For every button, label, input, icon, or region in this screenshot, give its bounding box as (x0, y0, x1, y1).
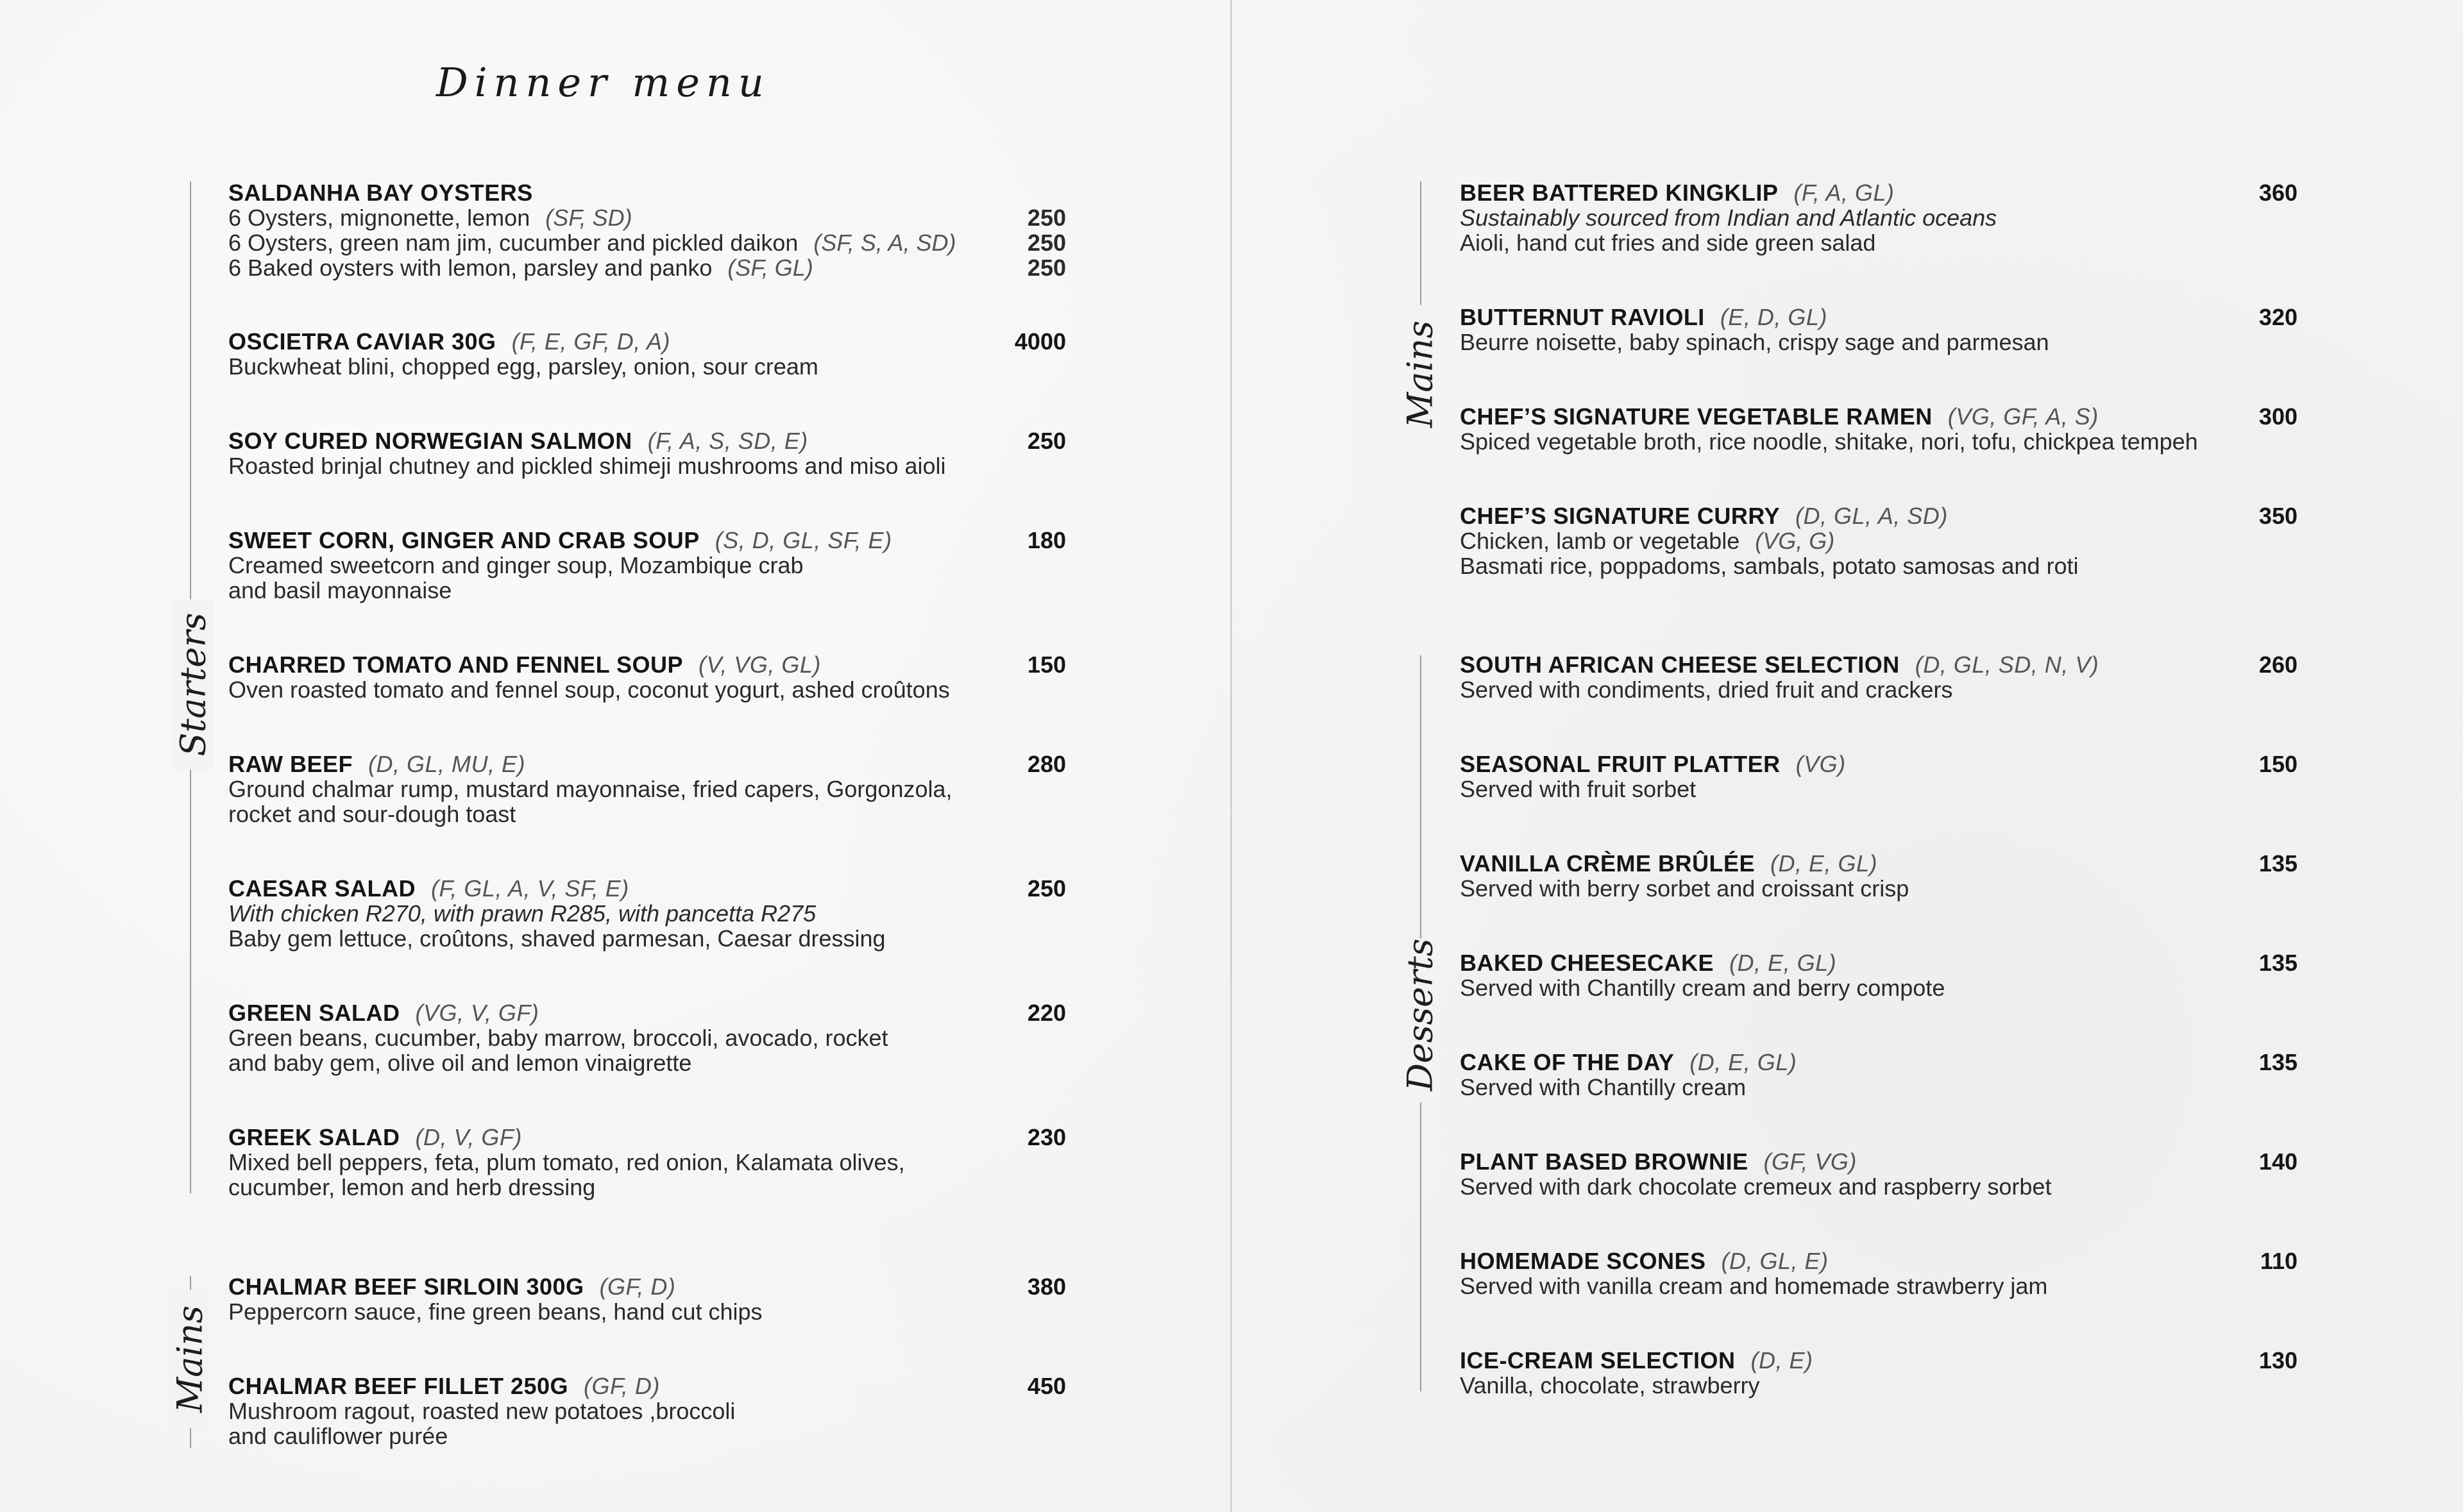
item-title: BUTTERNUT RAVIOLI (1460, 304, 1705, 330)
line-allergens: (VG, G) (1755, 528, 1835, 554)
description-text: cucumber, lemon and herb dressing (228, 1174, 596, 1200)
menu-item (228, 180, 1066, 280)
description-text: Oven roasted tomato and fennel soup, coconut yogurt, ashed croûtons (228, 676, 950, 703)
item-title: SEASONAL FRUIT PLATTER (1460, 751, 1781, 777)
item-description (228, 230, 1066, 255)
item-description (1460, 777, 2298, 802)
item-name (228, 1125, 1066, 1150)
item-allergens: (D, E, GL) (1729, 950, 1837, 976)
item-allergens: (VG, V, GF) (415, 1000, 539, 1026)
menu-item (1460, 305, 2298, 355)
item-title: SWEET CORN, GINGER AND CRAB SOUP (228, 527, 700, 553)
item-name (228, 1000, 1066, 1025)
description-text: Mushroom ragout, roasted new potatoes ,broccoli (228, 1398, 736, 1424)
item-description (1460, 230, 2298, 255)
item-title: CAESAR SALAD (228, 875, 416, 902)
menu-item (1460, 851, 2298, 901)
item-description (1460, 1273, 2298, 1298)
menu-item (1460, 752, 2298, 802)
description-text: 6 Oysters, green nam jim, cucumber and pickled daikon (228, 230, 799, 256)
item-description (228, 677, 1066, 702)
item-price: 110 (2260, 1248, 2298, 1274)
item-allergens: (S, D, GL, SF, E) (715, 527, 892, 553)
description-text: rocket and sour-dough toast (228, 801, 516, 827)
item-title: CHEF’S SIGNATURE VEGETABLE RAMEN (1460, 403, 1933, 430)
description-text: Vanilla, chocolate, strawberry (1460, 1372, 1760, 1399)
description-text: Served with Chantilly cream (1460, 1074, 1747, 1100)
description-text: Served with Chantilly cream and berry compote (1460, 975, 1945, 1001)
item-allergens: (F, GL, A, V, SF, E) (431, 875, 629, 902)
description-text: Creamed sweetcorn and ginger soup, Mozambique crab (228, 552, 804, 578)
item-name (228, 1274, 1066, 1299)
menu-item (228, 652, 1066, 702)
item-price: 350 (2258, 503, 2298, 529)
description-text: Spiced vegetable broth, rice noodle, shitake, nori, tofu, chickpea tempeh (1460, 428, 2198, 455)
item-title: CHALMAR BEEF SIRLOIN 300G (228, 1273, 584, 1300)
description-text: Peppercorn sauce, fine green beans, hand cut chips (228, 1298, 763, 1325)
menu-item (1460, 180, 2298, 255)
item-allergens: (F, E, GF, D, A) (511, 328, 670, 355)
item-description (1460, 553, 2298, 578)
mains-right-rule (1420, 181, 1421, 314)
item-description (228, 777, 1066, 802)
item-description (1460, 975, 2298, 1000)
item-description (228, 1050, 1066, 1075)
menu-item (228, 528, 1066, 603)
item-price: 250 (1027, 428, 1066, 454)
item-description (1460, 528, 2298, 553)
item-allergens: (D, E, GL) (1770, 850, 1878, 877)
line-allergens: (SF, SD) (545, 205, 632, 231)
item-title: GREEN SALAD (228, 1000, 400, 1026)
item-title: SALDANHA BAY OYSTERS (228, 180, 533, 206)
item-name (228, 528, 1066, 553)
description-text: Served with dark chocolate cremeux and raspberry sorbet (1460, 1173, 2052, 1200)
item-name (1460, 503, 2298, 528)
item-price: 320 (2258, 304, 2298, 330)
line-allergens: (SF, GL) (727, 255, 813, 281)
item-title: BEER BATTERED KINGKLIP (1460, 180, 1779, 206)
menu-item (1460, 1248, 2298, 1298)
description-text: Mixed bell peppers, feta, plum tomato, red onion, Kalamata olives, (228, 1149, 905, 1175)
menu-item (1460, 1149, 2298, 1199)
description-text: With chicken R270, with prawn R285, with pancetta R275 (228, 900, 817, 927)
item-allergens: (D, E) (1750, 1347, 1813, 1373)
item-description (1460, 1174, 2298, 1199)
item-title: SOY CURED NORWEGIAN SALMON (228, 428, 632, 454)
item-price: 280 (1027, 751, 1066, 777)
menu-item (228, 1274, 1066, 1324)
item-price: 150 (2258, 751, 2298, 777)
item-description (1460, 1075, 2298, 1100)
item-name (1460, 404, 2298, 429)
item-allergens: (GF, VG) (1763, 1148, 1857, 1175)
item-title: VANILLA CRÈME BRÛLÉE (1460, 850, 1755, 877)
item-allergens: (D, E, GL) (1689, 1049, 1797, 1075)
item-description (228, 1299, 1066, 1324)
description-text: 6 Baked oysters with lemon, parsley and panko (228, 255, 713, 281)
item-description (228, 578, 1066, 603)
item-price: 130 (2258, 1347, 2298, 1373)
item-title: RAW BEEF (228, 751, 353, 777)
description-text: Served with vanilla cream and homemade strawberry jam (1460, 1273, 2048, 1299)
menu-item (1460, 404, 2298, 454)
item-description (228, 926, 1066, 951)
item-name (228, 876, 1066, 901)
item-allergens: (VG, GF, A, S) (1947, 403, 2099, 430)
item-name (1460, 752, 2298, 777)
menu-item (228, 1125, 1066, 1200)
description-text: Ground chalmar rump, mustard mayonnaise, fried capers, Gorgonzola, (228, 776, 952, 802)
line-allergens: (SF, S, A, SD) (813, 230, 956, 256)
item-description (1460, 876, 2298, 901)
item-name (228, 428, 1066, 453)
page-fold-divider (1230, 0, 1232, 1512)
item-description (228, 1175, 1066, 1200)
item-name (228, 1373, 1066, 1399)
menu-item (228, 329, 1066, 379)
item-name (1460, 305, 2298, 330)
description-text: and cauliflower purée (228, 1423, 448, 1449)
option-price: 250 (1027, 255, 1066, 281)
item-price: 135 (2258, 850, 2298, 877)
item-description (228, 553, 1066, 578)
item-description (1460, 677, 2298, 702)
description-text: Served with fruit sorbet (1460, 776, 1697, 802)
item-allergens: (D, GL, E) (1721, 1248, 1829, 1274)
item-name (1460, 1348, 2298, 1373)
description-text: Buckwheat blini, chopped egg, parsley, onion, sour cream (228, 353, 818, 380)
item-price: 300 (2258, 403, 2298, 430)
description-text: Served with condiments, dried fruit and crackers (1460, 676, 1953, 703)
item-allergens: (GF, D) (599, 1273, 676, 1300)
item-allergens: (D, GL, A, SD) (1795, 503, 1948, 529)
item-title: ICE-CREAM SELECTION (1460, 1347, 1736, 1373)
description-text: Sustainably sourced from Indian and Atlantic oceans (1460, 205, 1997, 231)
item-name (1460, 1050, 2298, 1075)
desserts-label: Desserts (1400, 939, 1441, 1103)
item-price: 260 (2258, 651, 2298, 678)
item-title: PLANT BASED BROWNIE (1460, 1148, 1748, 1175)
item-description (228, 1150, 1066, 1175)
menu-item (228, 428, 1066, 478)
description-text: and baby gem, olive oil and lemon vinaigrette (228, 1050, 692, 1076)
item-description (228, 354, 1066, 379)
menu-item (228, 1373, 1066, 1449)
description-text: Served with berry sorbet and croissant crisp (1460, 875, 1909, 902)
menu-title: Dinner menu (436, 59, 770, 106)
mains-right-label: Mains (1400, 305, 1441, 444)
item-name (1460, 950, 2298, 975)
menu-item (228, 752, 1066, 827)
option-price: 250 (1027, 230, 1066, 256)
description-text: and basil mayonnaise (228, 577, 452, 603)
description-text: 6 Oysters, mignonette, lemon (228, 205, 530, 231)
item-allergens: (D, GL, SD, N, V) (1915, 651, 2099, 678)
item-price: 135 (2258, 950, 2298, 976)
item-title: CAKE OF THE DAY (1460, 1049, 1675, 1075)
item-description (228, 1424, 1066, 1449)
item-price: 150 (1027, 651, 1066, 678)
item-price: 380 (1027, 1273, 1066, 1300)
item-allergens: (E, D, GL) (1720, 304, 1827, 330)
item-allergens: (D, GL, MU, E) (368, 751, 526, 777)
item-description (1460, 330, 2298, 355)
description-text: Roasted brinjal chutney and pickled shimeji mushrooms and miso aioli (228, 453, 946, 479)
description-text: Beurre noisette, baby spinach, crispy sage and parmesan (1460, 329, 2049, 355)
item-description (228, 453, 1066, 478)
item-title: CHEF’S SIGNATURE CURRY (1460, 503, 1781, 529)
item-title: CHALMAR BEEF FILLET 250G (228, 1373, 569, 1399)
menu-item (1460, 1050, 2298, 1100)
menu-item (1460, 652, 2298, 702)
description-text: Basmati rice, poppadoms, sambals, potato samosas and roti (1460, 553, 2079, 579)
item-price: 4000 (1014, 328, 1066, 355)
item-price: 140 (2258, 1148, 2298, 1175)
item-title: BAKED CHEESECAKE (1460, 950, 1714, 976)
option-price: 250 (1027, 205, 1066, 231)
item-name (1460, 652, 2298, 677)
description-text: Green beans, cucumber, baby marrow, broccoli, avocado, rocket (228, 1025, 888, 1051)
item-allergens: (GF, D) (584, 1373, 660, 1399)
item-name (228, 652, 1066, 677)
menu-item (228, 876, 1066, 951)
description-text: Chicken, lamb or vegetable (1460, 528, 1740, 554)
item-name (228, 752, 1066, 777)
item-title: CHARRED TOMATO AND FENNEL SOUP (228, 651, 684, 678)
item-name (228, 180, 1066, 205)
item-allergens: (V, VG, GL) (698, 651, 821, 678)
item-description (228, 205, 1066, 230)
item-description (228, 1025, 1066, 1050)
item-name (1460, 180, 2298, 205)
item-price: 250 (1027, 875, 1066, 902)
item-allergens: (F, A, S, SD, E) (647, 428, 808, 454)
item-name (1460, 851, 2298, 876)
item-price: 220 (1027, 1000, 1066, 1026)
item-price: 450 (1027, 1373, 1066, 1399)
item-title: SOUTH AFRICAN CHEESE SELECTION (1460, 651, 1900, 678)
menu-item (1460, 950, 2298, 1000)
item-price: 135 (2258, 1049, 2298, 1075)
item-name (228, 329, 1066, 354)
description-text: Aioli, hand cut fries and side green salad (1460, 230, 1876, 256)
item-allergens: (D, V, GF) (415, 1124, 522, 1150)
item-description (228, 1399, 1066, 1424)
menu-item (228, 1000, 1066, 1075)
menu-item (1460, 503, 2298, 578)
item-description (228, 802, 1066, 827)
item-title: GREEK SALAD (228, 1124, 400, 1150)
item-name (1460, 1248, 2298, 1273)
mains-left-label: Mains (170, 1290, 210, 1429)
menu-item (1460, 1348, 2298, 1398)
item-allergens: (VG) (1795, 751, 1846, 777)
item-description (1460, 1373, 2298, 1398)
item-description (1460, 429, 2298, 454)
item-title: HOMEMADE SCONES (1460, 1248, 1706, 1274)
item-description (228, 255, 1066, 280)
item-price: 360 (2258, 180, 2298, 206)
item-allergens: (F, A, GL) (1793, 180, 1895, 206)
starters-label: Starters (173, 600, 214, 770)
description-text: Baby gem lettuce, croûtons, shaved parmesan, Caesar dressing (228, 925, 886, 952)
item-description (228, 901, 1066, 926)
item-price: 180 (1027, 527, 1066, 553)
item-name (1460, 1149, 2298, 1174)
item-description (1460, 205, 2298, 230)
item-price: 230 (1027, 1124, 1066, 1150)
item-title: OSCIETRA CAVIAR 30G (228, 328, 496, 355)
